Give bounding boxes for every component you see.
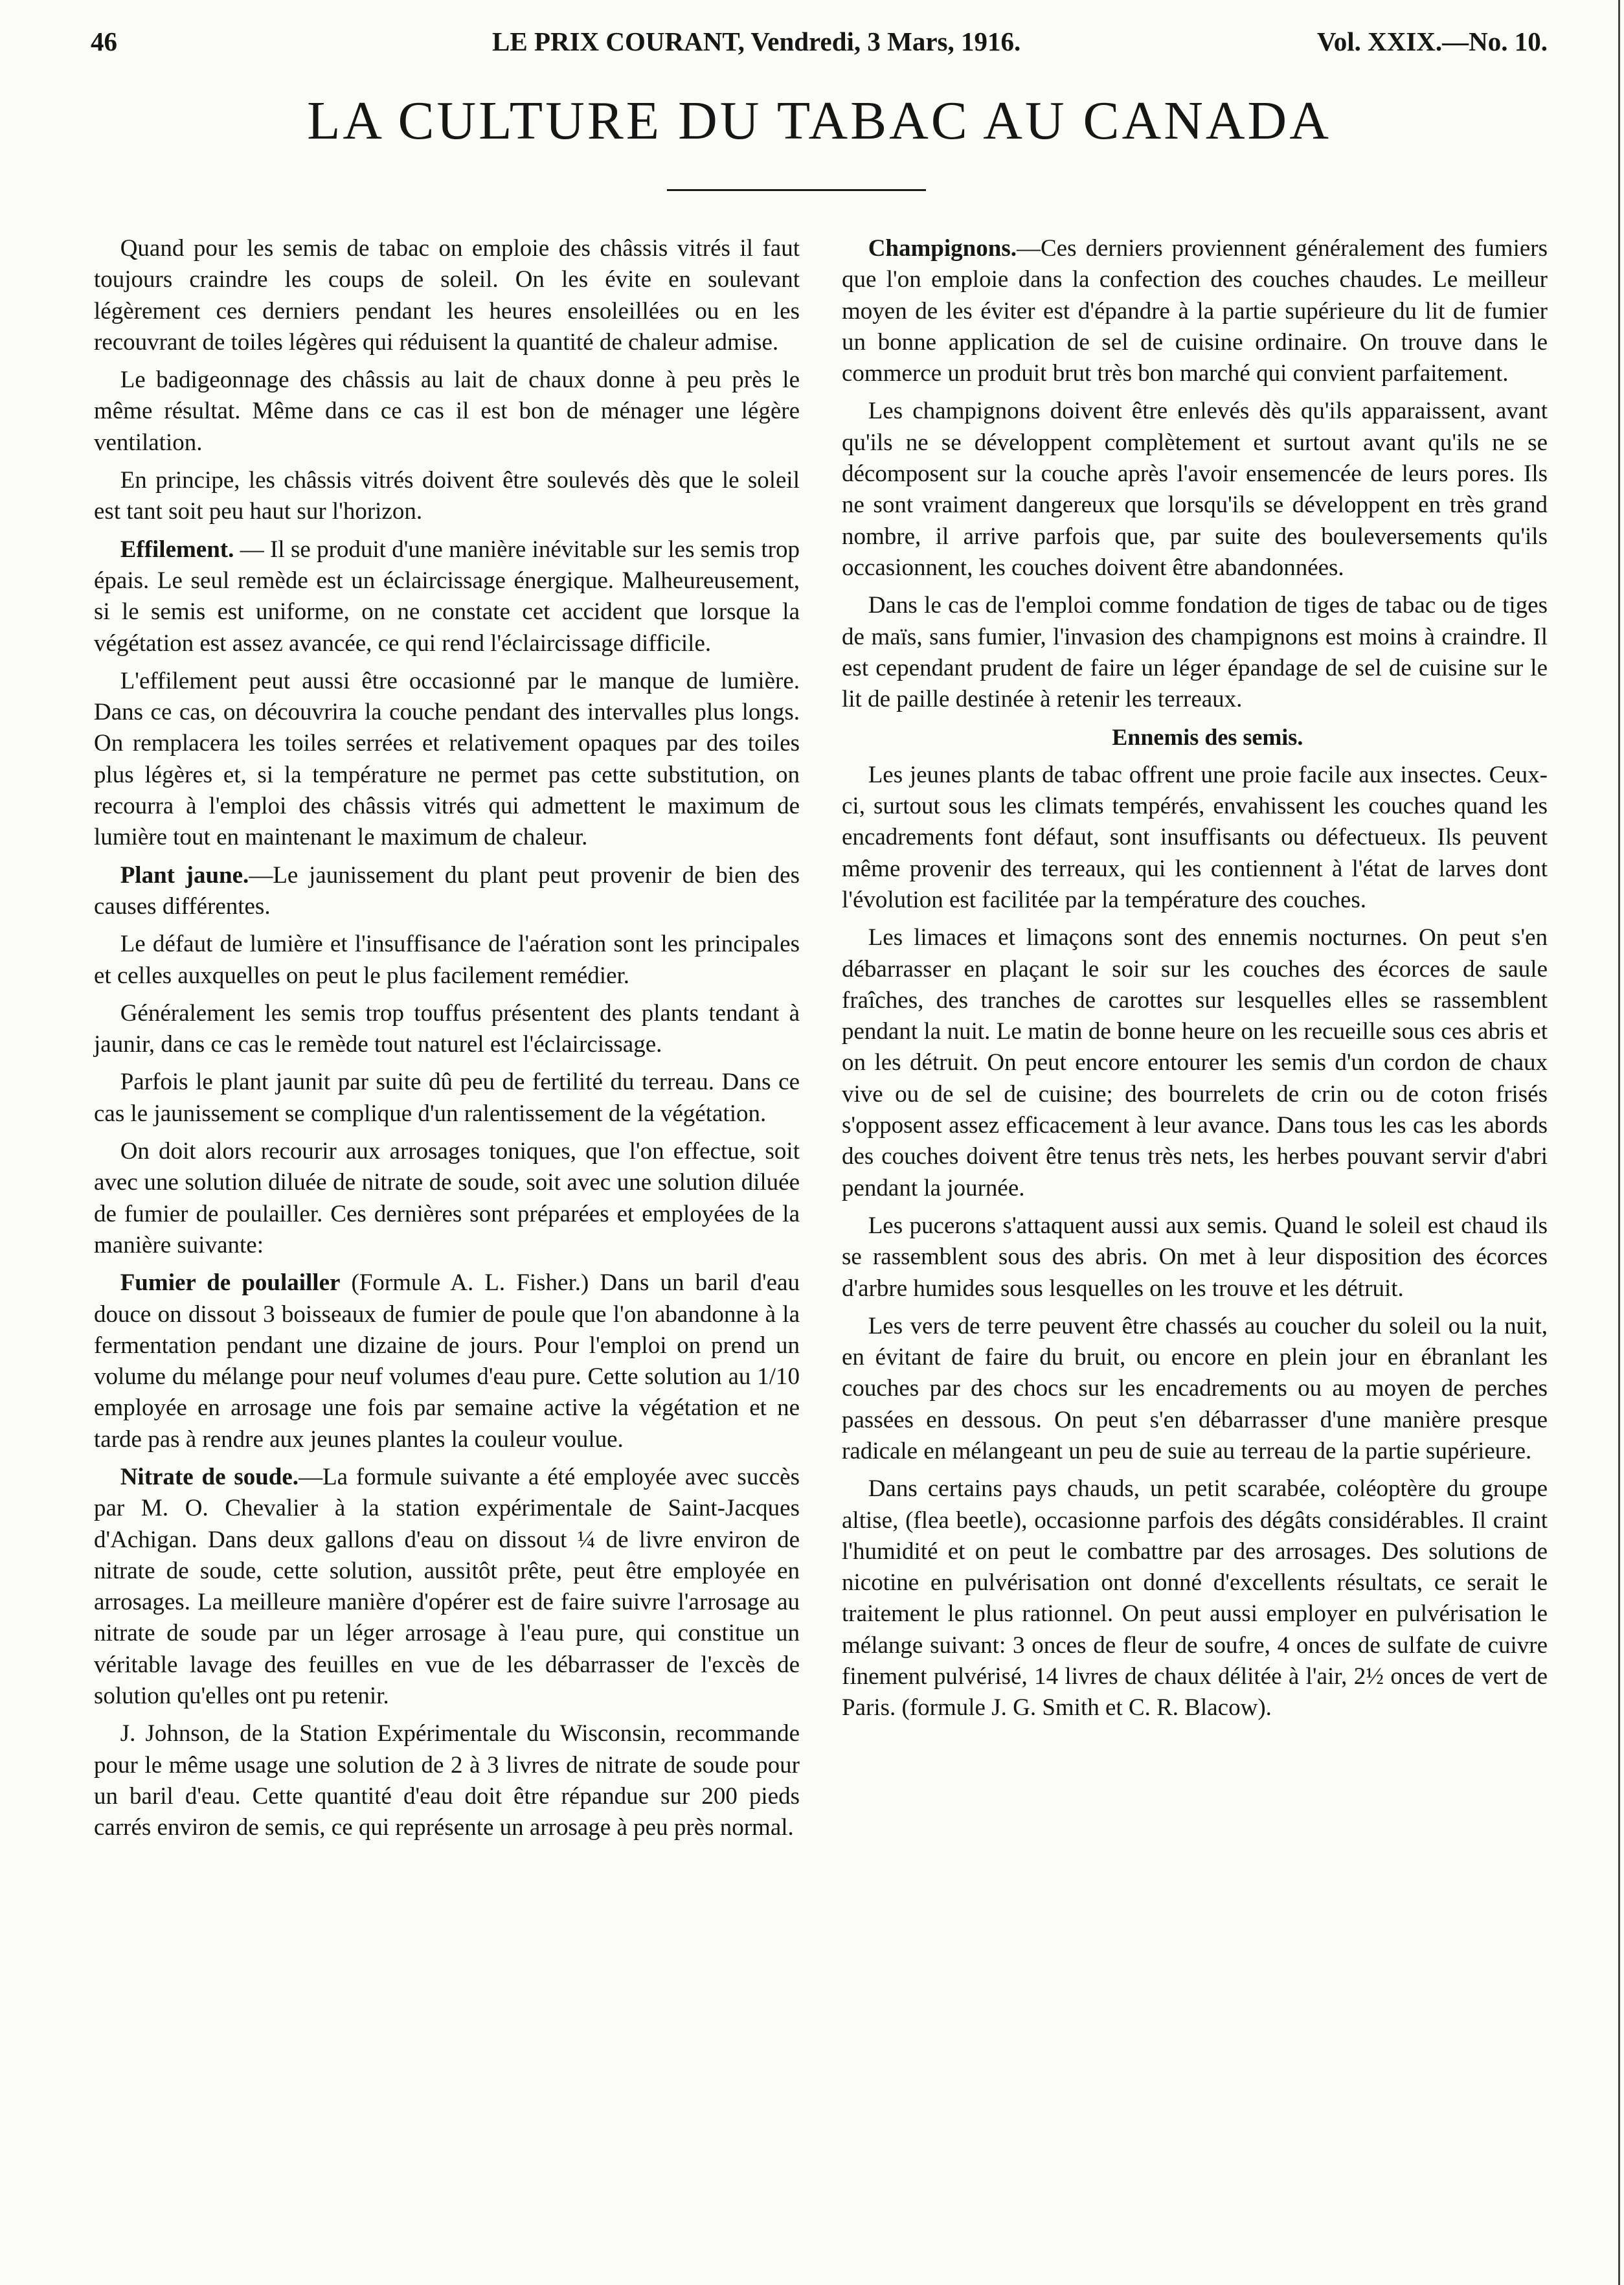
paragraph: Dans certains pays chauds, un petit scarabée, coléoptère du groupe altise, (flea beetle), occasionne parfois des dégâts considérables. Il craint l'humidité et on peut le combattre par des arrosages. Des solutions de nicotine en pulvérisation ont donné d'excellents résultats, ce serait le traitement le plus rationnel. On peut aussi employer en pulvérisation le mélange suivant: 3 onces de fleur de soufre, 4 onces de sulfate de cuivre finement pulvérisé, 14 livres de chaux délitée à l'air, 2½ onces de vert de Paris. (formule J. G. Smith et C. R. Blacow). bbox=[842, 1475, 1548, 1722]
paragraph: Le badigeonnage des châssis au lait de chaux donne à peu près le même résultat. Même dans ce cas il est bon de ménager une légère ventilation. bbox=[94, 367, 800, 456]
paragraph-heading: Plant jaune. bbox=[120, 861, 249, 889]
paragraph: J. Johnson, de la Station Expérimentale du Wisconsin, recommande pour le même usage une solution de 2 à 3 livres de nitrate de soude pour un baril d'eau. Cette quantité d'eau doit être répandue sur 200 pieds carrés environ de semis, ce qui représente un arrosage à peu près normal. bbox=[94, 1720, 800, 1841]
paragraph-heading: Effilement. bbox=[120, 536, 234, 563]
paragraph-heading: Champignons. bbox=[868, 235, 1017, 262]
left-column bbox=[94, 233, 800, 1850]
paragraph-heading: Nitrate de soude. bbox=[120, 1463, 299, 1490]
section-heading: Ennemis des semis. bbox=[1112, 724, 1303, 751]
paragraph: Les limaces et limaçons sont des ennemis nocturnes. On peut s'en débarrasser en plaçant le soir sur les couches des écorces de saule fraîches, des tranches de carottes sur lesquelles elles se rassemblent pendant la nuit. Le matin de bonne heure on les recueille sous ces abris et on les détruit. On peut encore entourer les semis d'un cordon de chaux vive ou de sel de cuisine; des bourrelets de crin ou de coton frisés s'opposent assez efficacement à leur avance. Dans tous les cas les abords des couches doivent être tenus très nets, les herbes pouvant servir d'abri pendant la journée. bbox=[842, 924, 1548, 1201]
paragraph-text: (Formule A. L. Fisher.) Dans un baril d'eau douce on dissout 3 boisseaux de fumier de poule que l'on abandonne à la fermentation pendant une dizaine de jours. Pour l'emploi on prend un volume du mélange pour neuf volumes d'eau pure. Cette solution au 1/10 employée en arrosage une fois par semaine active la végétation et ne tarde pas à rendre aux jeunes plantes la couleur voulue. bbox=[94, 1269, 800, 1453]
paragraph: Les jeunes plants de tabac offrent une proie facile aux insectes. Ceux-ci, surtout sous les climats tempérés, envahissent les couches quand les encadrements font défaut, sont insuffisants ou défectueux. Ils peuvent même provenir des terreaux, qui les contiennent à l'état de larves dont l'évolution est facilitée par la température des couches. bbox=[842, 761, 1548, 913]
paragraph-text: — Il se produit d'une manière inévitable sur les semis trop épais. Le seul remède est un éclaircissage énergique. Malheureusement, si le semis est uniforme, on ne constate cet accident que lorsque la végétation est assez avancée, ce qui rend l'éclaircissage difficile. bbox=[94, 536, 800, 657]
paragraph: Dans le cas de l'emploi comme fondation de tiges de tabac ou de tiges de maïs, sans fumier, l'invasion des champignons est moins à craindre. Il est cependant prudent de faire un léger épandage de sel de cuisine sur le lit de paille destinée à retenir les terreaux. bbox=[842, 592, 1548, 713]
paragraph: Les vers de terre peuvent être chassés au coucher du soleil ou la nuit, en évitant de faire du bruit, ou encore en plein jour en ébranlant les couches par des chocs sur les encadrements ou au moyen de perches passées en dessous. On peut s'en débarrasser d'une manière presque radicale en mélangeant un peu de suie au terreau de la partie supérieure. bbox=[842, 1312, 1548, 1464]
publication-line: LE PRIX COURANT, Vendredi, 3 Mars, 1916. bbox=[492, 27, 1021, 56]
paragraph: Les champignons doivent être enlevés dès qu'ils apparaissent, avant qu'ils ne se développent complètement et surtout avant qu'ils ne se décomposent sur la couche après l'avoir ensemencée de leurs pores. Ils ne sont vraiment dangereux que lorsqu'ils se développent en très grand nombre, il arrive parfois que, par suite des bouleversements qu'ils occasionnent, les couches doivent être abandonnées. bbox=[842, 398, 1548, 581]
paragraph-text: —Ces derniers proviennent généralement des fumiers que l'on emploie dans la confection des couches chaudes. Le meilleur moyen de les éviter est d'épandre à la partie supérieure du lit de fumier un bonne application de sel de cuisine ordinaire. On trouve dans le commerce un produit brut très bon marché qui convient parfaitement. bbox=[842, 235, 1548, 387]
paragraph bbox=[94, 860, 800, 923]
page-edge-line bbox=[1618, 0, 1620, 2285]
paragraph-text: —La formule suivante a été employée avec succès par M. O. Chevalier à la station expérimentale de Saint-Jacques d'Achigan. Dans deux gallons d'eau on dissout ¼ de livre environ de nitrate de soude, cette solution, aussitôt prête, peut être employée en arrosages. La meilleure manière d'opérer est de faire suivre l'arrosage au nitrate de soude par un léger arrosage à l'eau pure, qui constitue un véritable lavage des feuilles en vue de les débarrasser de l'excès de solution qu'elles ont pu retenir. bbox=[94, 1463, 800, 1710]
paragraph: Parfois le plant jaunit par suite dû peu de fertilité du terreau. Dans ce cas le jaunissement se complique d'un ralentissement de la végétation. bbox=[94, 1069, 800, 1127]
paragraph: En principe, les châssis vitrés doivent être soulevés dès que le soleil est tant soit peu haut sur l'horizon. bbox=[94, 467, 800, 525]
article-title: LA CULTURE DU TABAC AU CANADA bbox=[307, 91, 1331, 151]
paragraph-text: —Le jaunissement du plant peut provenir de bien des causes différentes. bbox=[94, 861, 800, 920]
paragraph: Généralement les semis trop touffus présentent des plants tendant à jaunir, dans ce cas le remède tout naturel est l'éclaircissage. bbox=[94, 999, 800, 1058]
paragraph bbox=[94, 534, 800, 659]
paragraph bbox=[94, 1268, 800, 1455]
paragraph-heading: Fumier de poulailler bbox=[120, 1269, 341, 1297]
running-header bbox=[91, 26, 1548, 71]
paragraph: Les pucerons s'attaquent aussi aux semis. Quand le soleil est chaud ils se rassemblent sous des abris. On met à leur disposition des écorces d'arbre humides sous lesquelles on les trouve et les détruit. bbox=[842, 1212, 1548, 1302]
paragraph: Quand pour les semis de tabac on emploie des châssis vitrés il faut toujours craindre les coups de soleil. On les évite en soulevant légèrement ces derniers pendant les heures ensoleillées ou en les recouvrant de toiles légères qui réduisent la quantité de chaleur admise. bbox=[94, 235, 800, 356]
volume-number: Vol. XXIX.—No. 10. bbox=[1316, 27, 1548, 56]
paragraph bbox=[94, 1462, 800, 1712]
page-number: 46 bbox=[91, 27, 117, 56]
paragraph: Le défaut de lumière et l'insuffisance de l'aération sont les principales et celles auxquelles on peut le plus facilement remédier. bbox=[94, 931, 800, 989]
paragraph: On doit alors recourir aux arrosages toniques, que l'on effectue, soit avec une solution diluée de nitrate de soude, soit avec une solution diluée de fumier de poulailler. Ces dernières sont préparées et employées de la manière suivante: bbox=[94, 1138, 800, 1258]
paragraph: L'effilement peut aussi être occasionné par le manque de lumière. Dans ce cas, on découvrira la couche pendant des intervalles plus longs. On remplacera les toiles serrées et relativement opaques par des toiles plus légères et, si la température ne permet pas cette substitution, on recourra à l'emploi des châssis vitrés qui admettent le maximum de lumière tout en maintenant le maximum de chaleur. bbox=[94, 667, 800, 851]
title-rule bbox=[667, 189, 926, 191]
paragraph bbox=[842, 233, 1548, 389]
right-column bbox=[842, 233, 1548, 1731]
